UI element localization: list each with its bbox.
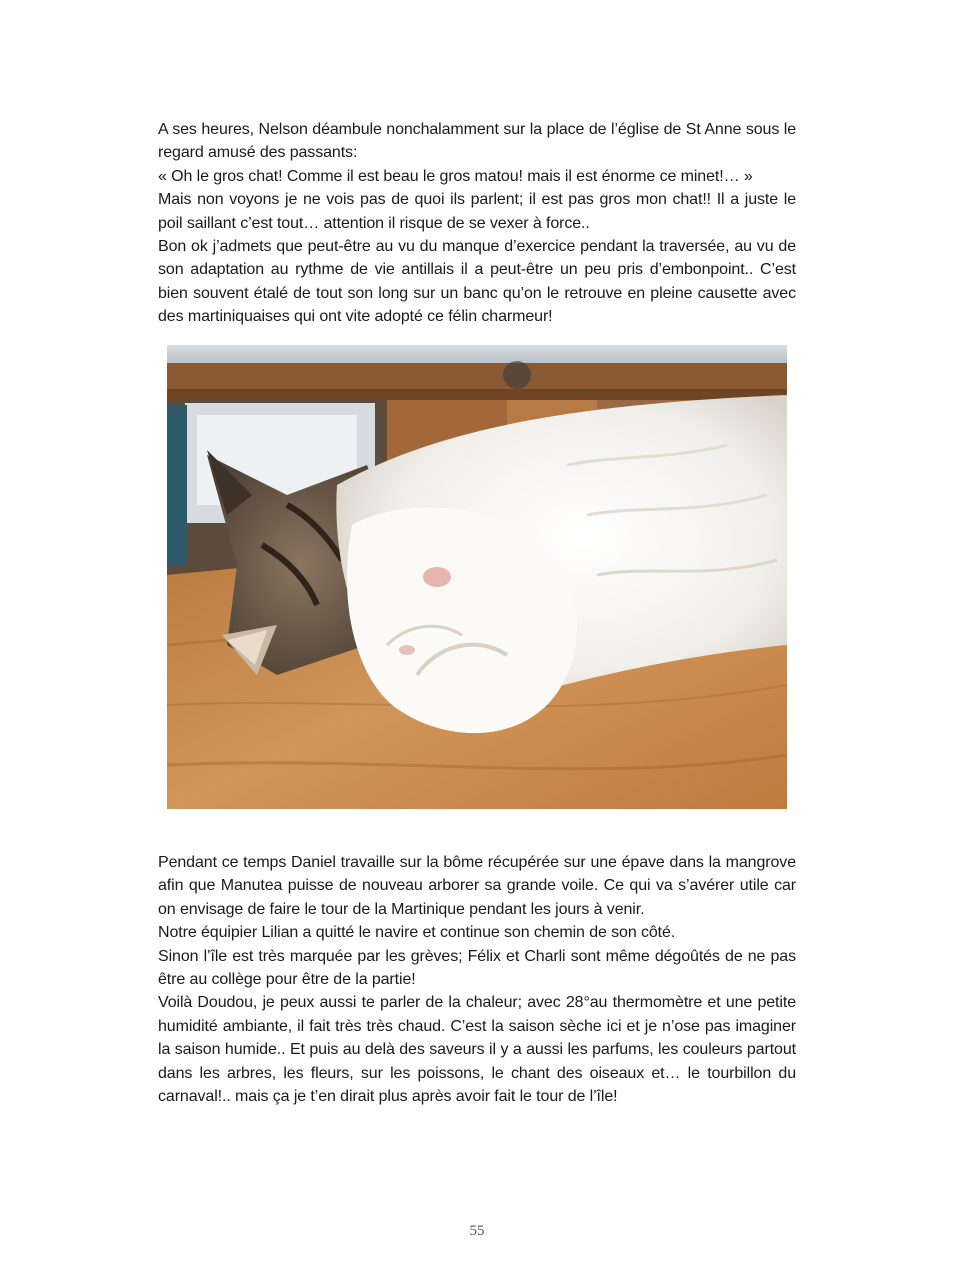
text-block-top: [158, 118, 796, 329]
paragraph: Notre équipier Lilian a quitté le navire et continue son chemin de son côté.: [158, 924, 676, 942]
paragraph: Bon ok j’admets que peut-être au vu du manque d’exercice pendant la traversée, au vu de son adaptation au rythme de vie antillais il a peut-être un peu pris d’embonpoint.. C’est bien souvent étalé de tout son long sur un banc qu’on le retrouve en pleine causette avec des martiniquaises qui ont vite adopté ce félin charmeur!: [158, 238, 796, 326]
paragraph: Pendant ce temps Daniel travaille sur la bôme récupérée sur une épave dans la mangrove afin que Manutea puisse de nouveau arborer sa grande voile. Ce qui va s’avérer utile car on envisage de faire le tour de la Martinique pendant les jours à venir.: [158, 854, 796, 918]
page-number: 55: [469, 1223, 485, 1239]
paragraph: Voilà Doudou, je peux aussi te parler de la chaleur; avec 28°au thermomètre et une petite humidité ambiante, il fait très très chaud. C’est la saison sèche ici et je n’ose pas imaginer la saison humide.. Et puis au delà des saveurs il y a aussi les parfums, les couleurs partout dans les arbres, les fleurs, sur les poissons, le chant des oiseaux et… le tourbillon du carnaval!.. mais ça je t’en dirait plus après avoir fait le tour de l’île!: [158, 994, 796, 1106]
paragraph: Sinon l’île est très marquée par les grèves; Félix et Charli sont même dégoûtés de ne pas être au collège pour être de la partie!: [158, 947, 796, 989]
cats-sleeping-photo: [167, 345, 787, 809]
paragraph: A ses heures, Nelson déambule nonchalamment sur la place de l’église de St Anne sous le regard amusé des passants:: [158, 121, 796, 162]
paragraph-quote: « Oh le gros chat! Comme il est beau le gros matou! mais il est énorme ce minet!… »: [158, 167, 753, 185]
paragraph: Mais non voyons je ne vois pas de quoi ils parlent; il est pas gros mon chat!! Il a juste le poil saillant c’est tout… attention il risque de se vexer à force..: [158, 191, 796, 232]
text-block-bottom: [158, 851, 796, 1108]
